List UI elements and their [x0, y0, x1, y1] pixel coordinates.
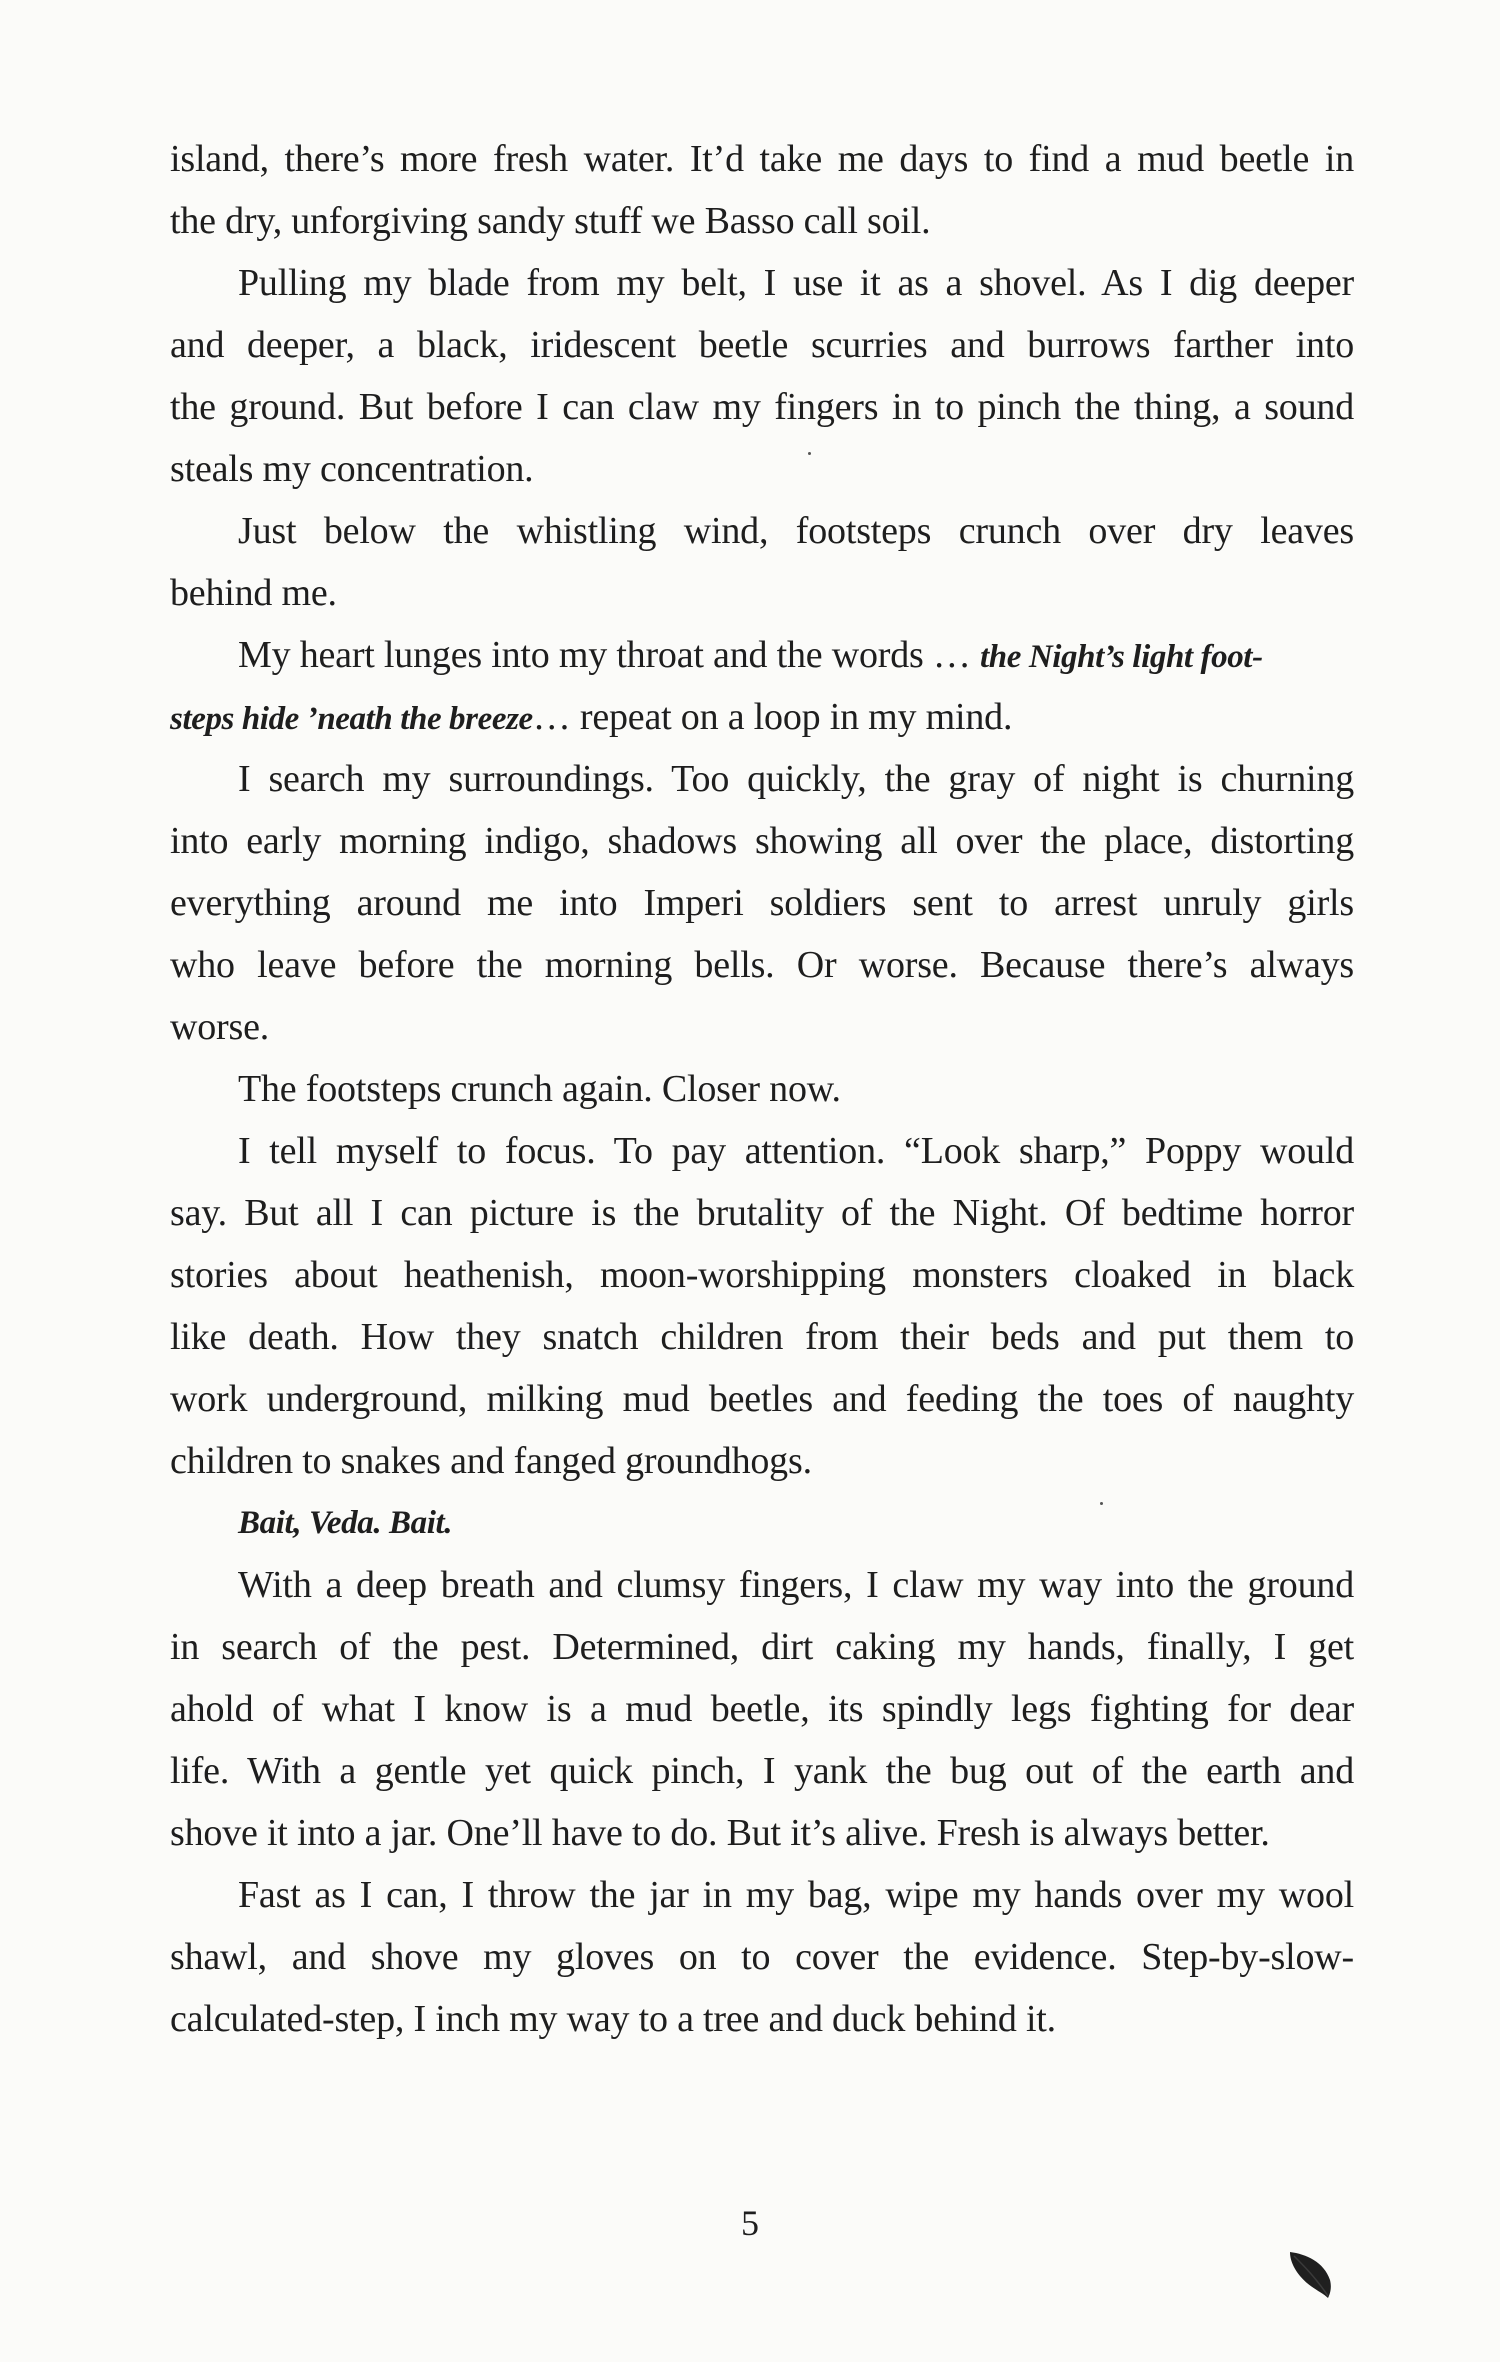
paper-speck: [1100, 1502, 1103, 1505]
paper-speck: [808, 452, 811, 455]
text-line: everything around me into Imperi soldiers sent to arrest unruly girls: [170, 882, 1354, 924]
text-line: behind me.: [170, 572, 337, 614]
text-line: in search of the pest. Determined, dirt caking my hands, finally, I get: [170, 1626, 1354, 1668]
text-line: and deeper, a black, iridescent beetle scurries and burrows farther into: [170, 324, 1354, 366]
text-line: island, there’s more fresh water. It’d take me days to find a mud beetle in: [170, 138, 1354, 180]
text-line-mixed: [238, 624, 1354, 686]
text-line: shawl, and shove my gloves on to cover the evidence. Step-by-slow-: [170, 1936, 1354, 1978]
italic-segment: steps hide ’neath the breeze: [170, 701, 533, 737]
text-line: With a deep breath and clumsy fingers, I claw my way into the ground: [238, 1564, 1354, 1606]
text-line: Fast as I can, I throw the jar in my bag, wipe my hands over my wool: [238, 1874, 1354, 1916]
text-line: the ground. But before I can claw my fingers in to pinch the thing, a sound: [170, 386, 1354, 428]
text-line: who leave before the morning bells. Or worse. Because there’s always: [170, 944, 1354, 986]
text-line: stories about heathenish, moon-worshipping monsters cloaked in black: [170, 1254, 1354, 1296]
text-line: life. With a gentle yet quick pinch, I yank the bug out of the earth and: [170, 1750, 1354, 1792]
text-line: the dry, unforgiving sandy stuff we Basso call soil.: [170, 200, 931, 242]
text-line: steals my concentration.: [170, 448, 534, 490]
text-line: I search my surroundings. Too quickly, the gray of night is churning: [238, 758, 1354, 800]
roman-segment: My heart lunges into my throat and the words …: [238, 634, 981, 676]
text-line: calculated-step, I inch my way to a tree and duck behind it.: [170, 1998, 1056, 2040]
text-line: work underground, milking mud beetles and feeding the toes of naughty: [170, 1378, 1354, 1420]
text-line: like death. How they snatch children from their beds and put them to: [170, 1316, 1354, 1358]
text-line-mixed: [170, 686, 1354, 748]
text-line: Pulling my blade from my belt, I use it as a shovel. As I dig deeper: [238, 262, 1354, 304]
text-line: say. But all I can picture is the brutality of the Night. Of bedtime horror: [170, 1192, 1354, 1234]
italic-segment: the Night’s light foot-: [980, 639, 1263, 675]
text-line-italic: Bait, Veda. Bait.: [238, 1505, 453, 1541]
text-line: shove it into a jar. One’ll have to do. But it’s alive. Fresh is always better.: [170, 1812, 1270, 1854]
text-line: ahold of what I know is a mud beetle, its spindly legs fighting for dear: [170, 1688, 1354, 1730]
text-line: The footsteps crunch again. Closer now.: [238, 1068, 841, 1110]
leaf-icon: [1284, 2246, 1340, 2302]
roman-segment: … repeat on a loop in my mind.: [532, 696, 1013, 738]
text-line: children to snakes and fanged groundhogs.: [170, 1440, 812, 1482]
text-line: into early morning indigo, shadows showing all over the place, distorting: [170, 820, 1354, 862]
page-number: 5: [741, 2203, 759, 2243]
text-line: Just below the whistling wind, footsteps crunch over dry leaves: [238, 510, 1354, 552]
text-line: worse.: [170, 1006, 270, 1048]
text-line: I tell myself to focus. To pay attention. “Look sharp,” Poppy would: [238, 1130, 1354, 1172]
